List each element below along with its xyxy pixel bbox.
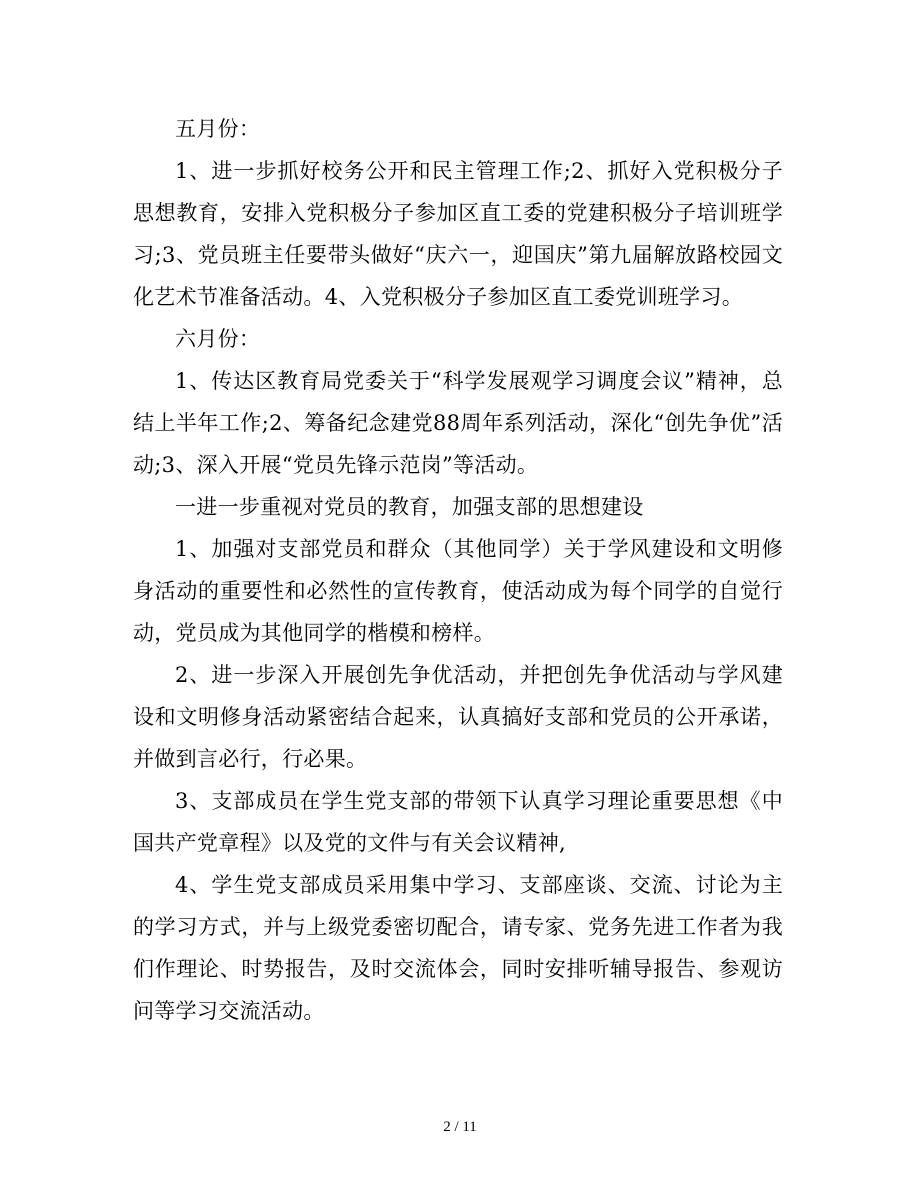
section-heading-june: 六月份： xyxy=(175,327,261,351)
section-heading-education: 一进一步重视对党员的教育，加强支部的思想建设 xyxy=(175,495,644,519)
section-heading-may: 五月份： xyxy=(175,117,261,141)
paragraph-june-items: 1、传达区教育局党委关于“科学发展观学习调度会议”精神，总结上半年工作;2、筹备纪念建党88周年系列活动，深化“创先争优”活动;3、深入开展“党员先锋示范岗”等活动。 xyxy=(133,369,783,477)
document-body xyxy=(133,108,783,1032)
paragraph-may-items: 1、进一步抓好校务公开和民主管理工作;2、抓好入党积极分子思想教育，安排入党积极分子参加区直工委的党建积极分子培训班学习;3、党员班主任要带头做好“庆六一，迎国庆”第九届解放路校园文化艺术节准备活动。4、入党积极分子参加区直工委党训班学习。 xyxy=(133,159,783,309)
page-number: 2 / 11 xyxy=(443,1119,477,1135)
paragraph-item-2: 2、进一步深入开展创先争优活动，并把创先争优活动与学风建设和文明修身活动紧密结合起来，认真搞好支部和党员的公开承诺，并做到言必行，行必果。 xyxy=(133,663,783,771)
paragraph-item-3: 3、支部成员在学生党支部的带领下认真学习理论重要思想《中国共产党章程》以及党的文件与有关会议精神, xyxy=(133,789,783,855)
paragraph-item-4: 4、学生党支部成员采用集中学习、支部座谈、交流、讨论为主的学习方式，并与上级党委密切配合，请专家、党务先进工作者为我们作理论、时势报告，及时交流体会，同时安排听辅导报告、参观访问等学习交流活动。 xyxy=(133,873,783,1023)
paragraph-item-1: 1、加强对支部党员和群众（其他同学）关于学风建设和文明修身活动的重要性和必然性的宣传教育，使活动成为每个同学的自觉行动，党员成为其他同学的楷模和榜样。 xyxy=(133,537,783,645)
